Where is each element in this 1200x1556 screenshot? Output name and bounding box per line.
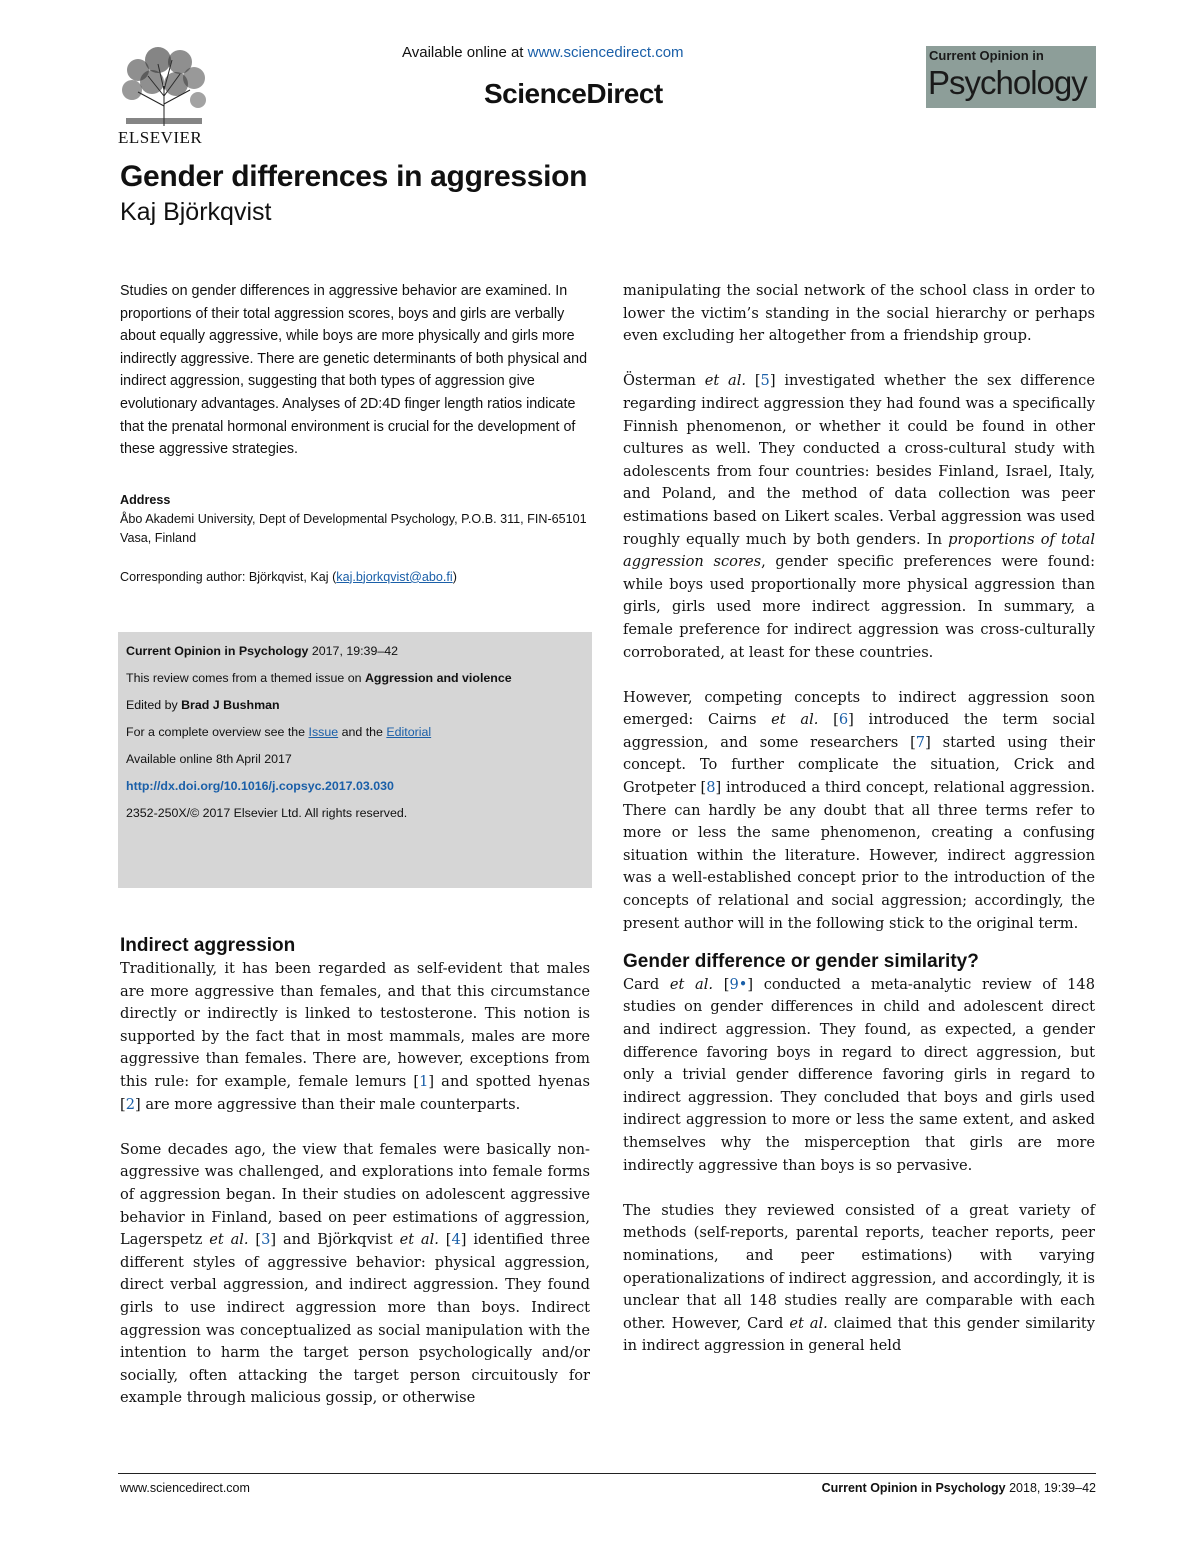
doi-link[interactable]: http://dx.doi.org/10.1016/j.copsyc.2017.03.030 [126, 779, 394, 793]
citation-1[interactable]: 1 [419, 1072, 429, 1090]
available-online-prefix: Available online at [402, 44, 524, 61]
info-themed-line [126, 669, 584, 687]
journal-badge-line2: Psychology [928, 64, 1087, 101]
footer-volume: 2018, 19:39–42 [1005, 1481, 1096, 1495]
editorial-link[interactable]: Editorial [386, 725, 432, 739]
info-themed-topic: Aggression and violence [364, 671, 512, 685]
info-overview-prefix: For a complete overview see the [126, 725, 309, 739]
paragraph: Österman et al. [5] investigated whether the sex difference regarding indirect aggression they had found was a specifically Finnish phenomenon, or whether it could be found in other cultures as well. They conducted a cross-cultural study with adolescents from four countries: besides Finland, Israel, Italy, and Poland, and the method of data collection was peer estimations based on Likert scales. Verbal aggression was used roughly equally much by both genders. In proportions of total aggression scores, gender specific preferences were found: while boys used proportionally more physical aggression than girls, girls used more indirect aggression. In summary, a female preference for indirect aggression was cross-culturally corroborated, at least for these countries. [623, 372, 1096, 661]
sciencedirect-link[interactable]: www.sciencedirect.com [527, 44, 684, 61]
address-label: Address [120, 492, 171, 507]
info-available-online: Available online 8th April 2017 [126, 752, 292, 766]
footer-citation [770, 1481, 1096, 1495]
left-column-front-matter [120, 280, 590, 587]
citation-5[interactable]: 5 [760, 372, 770, 390]
address-block [120, 491, 590, 548]
abstract: Studies on gender differences in aggressive behavior are examined. In proportions of their total aggression scores, boys and girls are verbally about equally aggressive, while boys are more physically and girls more indirectly aggressive. There are genetic determinants of both physical and indirect aggression, suggesting that both types of aggression give evolutionary advantages. Analyses of 2D:4D finger length ratios indicate that the prenatal hormonal environment is crucial for the development of these aggressive strategies. [120, 283, 588, 458]
info-copyright: 2352-250X/© 2017 Elsevier Ltd. All rights reserved. [126, 806, 408, 820]
article-info-box [118, 632, 592, 888]
corresponding-prefix: Corresponding author: Björkqvist, Kaj ( [120, 569, 337, 584]
info-journal-name: Current Opinion in Psychology [126, 644, 309, 658]
paragraph: The studies they reviewed consisted of a great variety of methods (self-reports, parental reports, teacher reports, peer nominations, and peer estimations) with varying operationalizations of indirect aggression, and accordingly, it is unclear that all 148 studies really are comparable with each other. However, Card et al. claimed that this gender similarity in indirect aggression in general held [623, 1201, 1095, 1355]
elsevier-tree-icon [118, 46, 210, 128]
paragraph: Traditionally, it has been regarded as self-evident that males are more aggressive than females, and that this circumstance directly or indirectly is linked to testosterone. This notion is supported by the fact that in most mammals, males are more aggressive than females. There are, however, exceptions from this rule: for example, female lemurs [1] and spotted hyenas [2] are more aggressive than their male counterparts. [120, 960, 590, 1113]
elsevier-wordmark: ELSEVIER [118, 128, 203, 147]
section-heading-gender-similarity: Gender difference or gender similarity? [623, 950, 979, 972]
corresponding-suffix: ) [452, 569, 457, 584]
article-title: Gender differences in aggression [120, 160, 588, 193]
citation-8[interactable]: 8 [706, 779, 716, 797]
issue-link[interactable]: Issue [308, 725, 339, 739]
info-overview-line [126, 723, 584, 741]
info-journal-line [126, 642, 584, 660]
citation-9[interactable]: 9• [729, 975, 748, 993]
paragraph: manipulating the social network of the school class in order to lower the victim’s standing in the social hierarchy or perhaps even excluding her altogether from a friendship group. [623, 282, 1095, 345]
sciencedirect-wordmark: ScienceDirect [484, 78, 663, 109]
citation-3[interactable]: 3 [261, 1231, 271, 1249]
footer-journal: Current Opinion in Psychology [821, 1481, 1006, 1495]
elsevier-logo [118, 46, 210, 148]
available-online-line [402, 44, 684, 61]
paragraph: Card et al. [9•] conducted a meta-analytic review of 148 studies on gender differences in child and adolescent direct and indirect aggression. They found, as expected, a gender difference favoring boys in regard to direct aggression, but only a trivial gender difference favoring girls in regard to indirect aggression. They concluded that boys and girls used indirect aggression to more or less the same extent, and asked themselves why the misperception that girls are more indirectly aggressive than boys is so pervasive. [623, 975, 1095, 1174]
info-edited-line [126, 696, 584, 714]
citation-2[interactable]: 2 [125, 1095, 135, 1113]
article-author: Kaj Björkqvist [120, 198, 272, 226]
footer-divider [118, 1473, 1096, 1474]
footer-url: www.sciencedirect.com [120, 1481, 250, 1495]
section-heading-indirect-aggression: Indirect aggression [120, 935, 296, 956]
info-themed-prefix: This review comes from a themed issue on [126, 671, 365, 685]
info-editor: Brad J Bushman [181, 698, 280, 712]
citation-4[interactable]: 4 [451, 1231, 461, 1249]
info-edited-prefix: Edited by [126, 698, 182, 712]
address-text: Åbo Akademi University, Dept of Developmental Psychology, P.O.B. 311, FIN-65101 Vasa, Finland [120, 511, 587, 545]
citation-7[interactable]: 7 [915, 733, 926, 751]
journal-badge [926, 46, 1096, 108]
paragraph: Some decades ago, the view that females were basically non-aggressive was challenged, and explorations into female forms of aggression began. In their studies on adolescent aggressive behavior in Finland, based on peer estimations of aggression, Lagerspetz et al. [3] and Björkqvist et al. [4] identified three different styles of aggressive behavior: physical aggression, direct verbal aggression, and indirect aggression. They found girls to use indirect aggression more than boys. Indirect aggression was conceptualized as social manipulation with the intention to harm the target person psychologically and/or socially, often attacking the target person circuitously for example through malicious gossip, or otherwise [120, 1140, 590, 1407]
corresponding-author [120, 568, 590, 587]
paragraph: However, competing concepts to indirect aggression soon emerged: Cairns et al. [6] introduced the term social aggression, and some researchers [7] started using their concept. To further complicate the situation, Crick and Grotpeter [8] introduced a third concept, relational aggression. There can hardly be any doubt that all three terms refer to more or less the same phenomenon, creating a confusing situation within the literature. However, indirect aggression was a well-established concept prior to the introduction of the concepts of relational and social aggression; accordingly, the present author will in the following stick to the original term. [623, 688, 1096, 932]
left-column-body [120, 934, 590, 1432]
info-overview-mid: and the [338, 725, 387, 739]
info-doi-line [126, 777, 584, 795]
citation-6[interactable]: 6 [838, 711, 849, 729]
info-journal-volume: 2017, 19:39–42 [308, 644, 399, 658]
corresponding-email-link[interactable]: kaj.bjorkqvist@abo.fi [336, 569, 453, 584]
right-column-body [623, 280, 1095, 1381]
journal-badge-line1: Current Opinion in [929, 48, 1044, 63]
